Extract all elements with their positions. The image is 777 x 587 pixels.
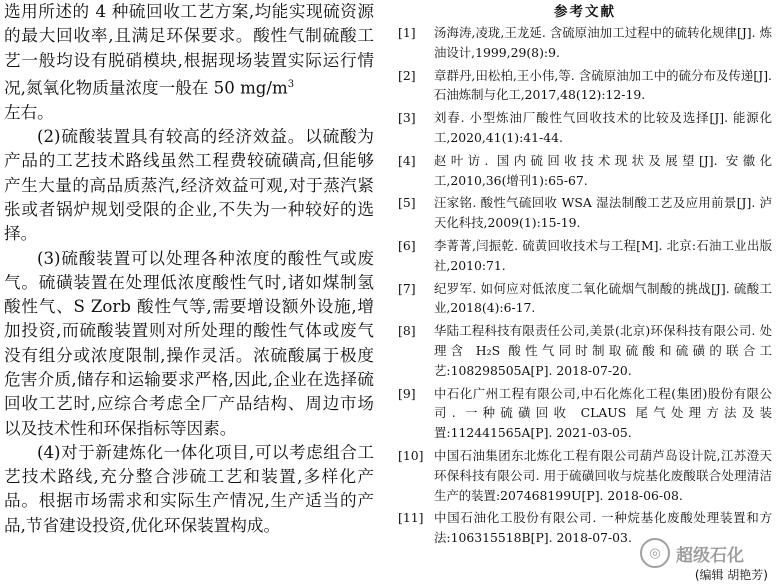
paragraph-2: (2)硫酸装置具有较高的经济效益。以硫酸为产品的工艺技术路线虽然工程费较硫磺高,但能够产生大量的高品质蒸汽,经济效益可观,对于蒸汽紧张或者锅炉规划受限的企业,不失为一种较好的选择。 bbox=[4, 127, 374, 244]
logo-icon: ◎ bbox=[640, 538, 670, 568]
references-heading: 参考文献 bbox=[554, 4, 616, 20]
reference-item bbox=[398, 236, 772, 276]
reference-text: 汪家铭. 酸性气硫回收 WSA 湿法制酸工艺及应用前景[J]. 泸天化科技,2009(1):15-19. bbox=[434, 195, 772, 231]
reference-number: [9] bbox=[398, 385, 416, 401]
reference-text: 李菁菁,闫振乾. 硫黄回收技术与工程[M]. 北京:石油工业出版社,2010:71. bbox=[434, 237, 772, 273]
reference-text: 纪罗军. 如何应对低浓度二氧化硫烟气制酸的挑战[J]. 硫酸工业,2018(4):6-17. bbox=[434, 280, 772, 316]
reference-item bbox=[398, 321, 772, 380]
reference-number: [2] bbox=[398, 67, 416, 83]
reference-number: [1] bbox=[398, 25, 416, 40]
reference-item bbox=[398, 66, 772, 106]
reference-item bbox=[398, 446, 772, 505]
reference-item bbox=[398, 193, 772, 233]
reference-text: 中国石油化工股份有限公司. 一种烷基化废酸处理装置和方法:106315518B[P]. 2018-07-03. bbox=[434, 510, 772, 546]
reference-item bbox=[398, 23, 772, 63]
reference-text: 赵叶访. 国内硫回收技术现状及展望[J]. 安徽化工,2010,36(增刊1):65-67. bbox=[434, 152, 772, 188]
watermark bbox=[640, 538, 744, 568]
paragraph-4: (4)对于新建炼化一体化项目,可以考虑组合工艺技术路线,充分整合涉硫工艺和装置,多样化产品。根据市场需求和实际生产情况,生产适当的产品,节省建设投资,优化环保装置构成。 bbox=[4, 442, 374, 535]
reference-number: [11] bbox=[398, 510, 424, 526]
reference-item bbox=[398, 151, 772, 191]
references-section bbox=[398, 0, 772, 551]
reference-text: 中国石油集团东北炼化工程有限公司葫芦岛设计院,江苏澄天环保科技有限公司. 用于硫磺回收与烷基化废酸联合处理清洁生产的装置:207468199U[P]. 2018-06-08. bbox=[434, 447, 772, 503]
reference-number: [4] bbox=[398, 152, 416, 168]
reference-item bbox=[398, 384, 772, 443]
superscript-3: 3 bbox=[287, 78, 295, 90]
watermark-text: 超级石化 bbox=[676, 545, 744, 566]
reference-item bbox=[398, 108, 772, 148]
editor-credit: (编辑 胡艳芳) bbox=[694, 568, 768, 582]
reference-number: [10] bbox=[398, 447, 424, 463]
reference-number: [3] bbox=[398, 110, 416, 126]
reference-text: 中石化广州工程有限公司,中石化炼化工程(集团)股份有限公司. 一种硫磺回收 CLAUS 尾气处理方法及装置:112441565A[P]. 2021-03-05. bbox=[434, 385, 772, 441]
reference-number: [7] bbox=[398, 280, 416, 296]
reference-number: [6] bbox=[398, 237, 416, 253]
body-text-column bbox=[4, 0, 374, 538]
reference-text: 华陆工程科技有限责任公司,美景(北京)环保科技有限公司. 处理含 H₂S 酸性气同时制取硫酸和硫磺的联合工艺:108298505A[P]. 2018-07-20. bbox=[434, 323, 772, 378]
reference-text: 汤海涛,凌珑,王龙延. 含硫原油加工过程中的硫转化规律[J]. 炼油设计,1999,29(8):9. bbox=[434, 25, 772, 60]
reference-number: [8] bbox=[398, 323, 416, 339]
reference-item bbox=[398, 279, 772, 319]
reference-text: 刘春. 小型炼油厂酸性气回收技术的比较及选择[J]. 能源化工,2020,41(1):41-44. bbox=[434, 110, 772, 145]
reference-text: 章群丹,田松柏,王小伟,等. 含硫原油加工中的硫分布及传递[J]. 石油炼制与化工,2017,48(12):12-19. bbox=[434, 67, 772, 103]
paragraph-3: (3)硫酸装置可以处理各种浓度的酸性气或废气。硫磺装置在处理低浓度酸性气时,诸如煤制氢酸性气、S Zorb 酸性气等,需要增设额外设施,增加投资,而硫酸装置则对所处理的酸性气体或废气没有组分或浓度限制,操作灵活。浓硫酸属于极度危害介质,储存和运输要求严格,因此,企业在选择硫回收工艺时,应综合考虑全厂产品结构、周边市场以及技术性和环保指标等因素。 bbox=[4, 248, 374, 438]
reference-list bbox=[398, 23, 772, 548]
paragraph-1: 选用所述的 4 种硫回收工艺方案,均能实现硫资源的最大回收率,且满足环保要求。酸性气制硫酸工艺一般均设有脱硝模块,根据现场装置实际运行情况,氮氧化物质量浓度一般在 50 $mg/m^3$ 左右。 bbox=[4, 2, 374, 122]
reference-number: [5] bbox=[398, 195, 416, 211]
